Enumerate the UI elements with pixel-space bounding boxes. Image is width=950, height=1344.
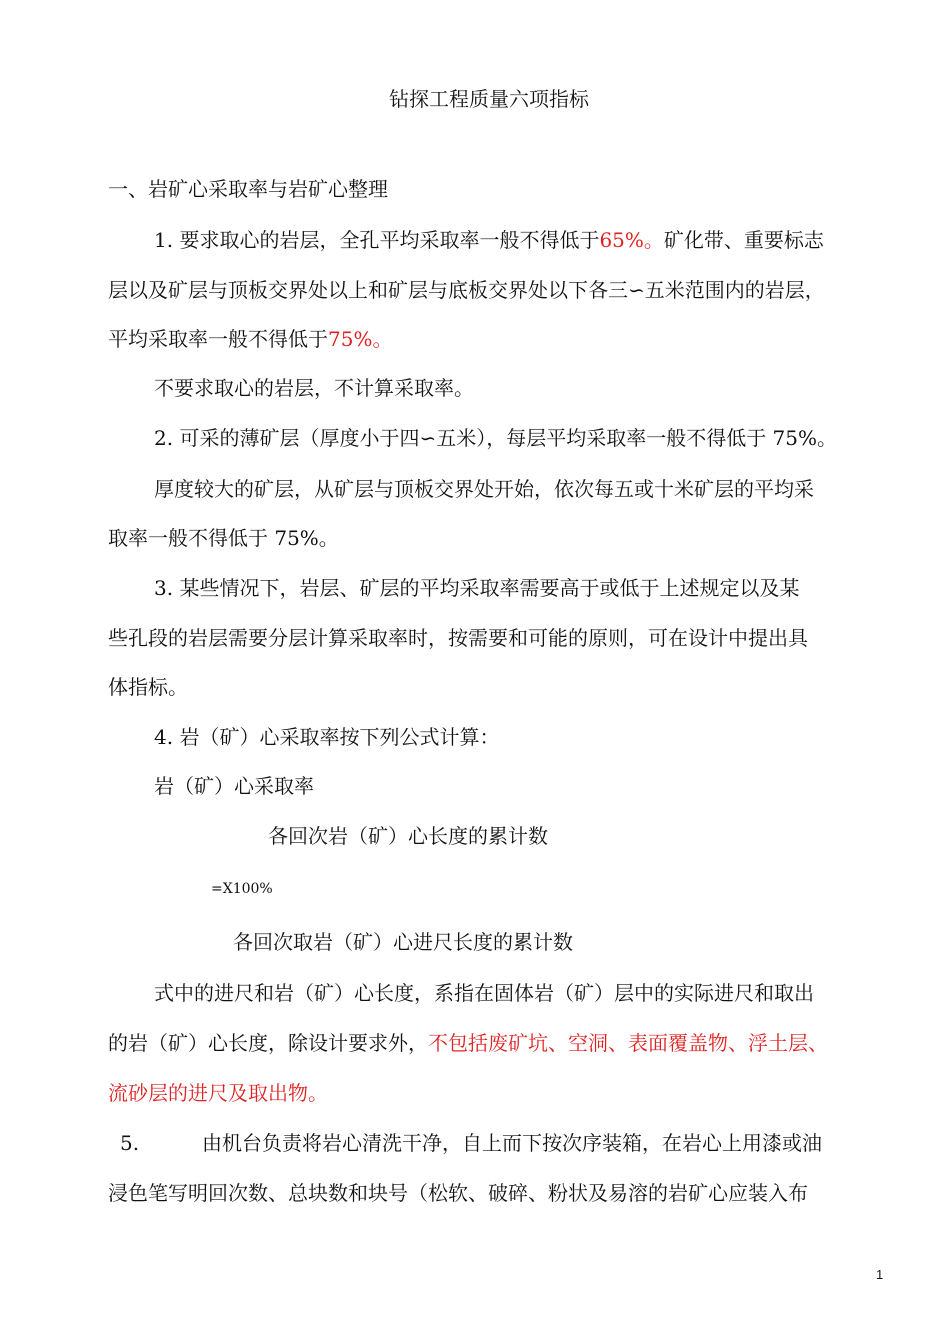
formula-label: 岩（矿）心采取率 bbox=[154, 774, 314, 798]
paragraph-line: 2. 可采的薄矿层（厚度小于四∽五米），每层平均采取率一般不得低于 75%。 bbox=[154, 426, 838, 450]
paragraph-line: 式中的进尺和岩（矿）心长度，系指在固体岩（矿）层中的实际进尺和取出 bbox=[154, 981, 814, 1005]
paragraph-line: 浸色笔写明回次数、总块数和块号（松软、破碎、粉状及易溶的岩矿心应装入布 bbox=[108, 1181, 808, 1205]
paragraph-line: 平均采取率一般不得低于75%。 bbox=[108, 327, 393, 351]
section-heading: 一、岩矿心采取率与岩矿心整理 bbox=[108, 177, 388, 201]
highlight-text: 75%。 bbox=[328, 327, 393, 351]
formula-ratio: =X100% bbox=[211, 881, 273, 897]
document-title: 钻探工程质量六项指标 bbox=[389, 87, 589, 111]
paragraph-line: 厚度较大的矿层，从矿层与顶板交界处开始，依次每五或十米矿层的平均采 bbox=[154, 477, 814, 501]
page-number: 1 bbox=[876, 1267, 884, 1282]
paragraph-line: 取率一般不得低于 75%。 bbox=[108, 526, 339, 550]
paragraph-line: 层以及矿层与顶板交界处以上和矿层与底板交界处以下各三∽五米范围内的岩层， bbox=[108, 278, 825, 302]
paragraph-line: 4. 岩（矿）心采取率按下列公式计算： bbox=[154, 725, 500, 749]
paragraph-line: 不要求取心的岩层，不计算采取率。 bbox=[154, 376, 474, 400]
highlight-text: 不包括废矿坑、空洞、表面覆盖物、浮土层、 bbox=[428, 1031, 828, 1055]
paragraph-line: 体指标。 bbox=[108, 675, 188, 699]
formula-denominator: 各回次取岩（矿）心进尺长度的累计数 bbox=[233, 930, 573, 954]
highlight-text: 65%。 bbox=[599, 228, 664, 252]
highlight-text: 流砂层的进尺及取出物。 bbox=[108, 1081, 328, 1105]
list-number: 5. bbox=[120, 1131, 140, 1155]
formula-numerator: 各回次岩（矿）心长度的累计数 bbox=[268, 824, 548, 848]
paragraph-line: 1. 要求取心的岩层，全孔平均采取率一般不得低于65%。矿化带、重要标志 bbox=[154, 228, 824, 252]
paragraph-line: 些孔段的岩层需要分层计算采取率时，按需要和可能的原则，可在设计中提出具 bbox=[108, 626, 808, 650]
paragraph-line: 的岩（矿）心长度，除设计要求外，不包括废矿坑、空洞、表面覆盖物、浮土层、 bbox=[108, 1031, 828, 1055]
paragraph-line: 由机台负责将岩心清洗干净，自上而下按次序装箱，在岩心上用漆或油 bbox=[202, 1131, 822, 1155]
paragraph-line: 3. 某些情况下，岩层、矿层的平均采取率需要高于或低于上述规定以及某 bbox=[154, 576, 800, 600]
